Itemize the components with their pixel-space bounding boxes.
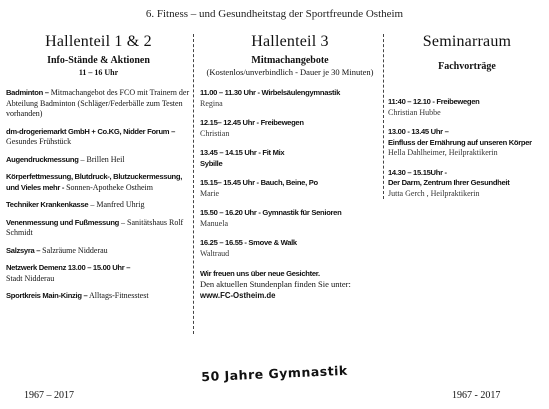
entry-speaker: Jutta Gerch , Heilpraktikerin	[388, 188, 480, 198]
column-divider	[383, 34, 384, 199]
list-item	[6, 127, 191, 148]
entry-title: 13.45 – 14.15 Uhr - Fit Mix	[200, 148, 285, 157]
entry-instructor: Regina	[200, 98, 223, 108]
column-subhead: Info-Stände & Aktionen	[47, 55, 150, 66]
entry-text: Gesundes Frühstück	[6, 137, 72, 146]
closing-line-1: Wir freuen uns über neue Gesichter.	[200, 269, 320, 278]
entry-speaker: Hella Dahlheimer, Heilpraktikerin	[388, 148, 498, 157]
entry-list	[388, 97, 546, 199]
list-item	[200, 118, 380, 139]
list-item	[200, 178, 380, 199]
closing-note	[200, 268, 380, 301]
entry-text: – Manfred Uhrig	[88, 200, 145, 209]
page-title: 6. Fitness – und Gesundheitstag der Sportfreunde Ostheim	[145, 8, 404, 20]
entry-title: Salzsyra –	[6, 245, 41, 255]
entry-text: – Sanitätshaus Rolf Schmidt	[6, 217, 184, 237]
list-item	[6, 172, 191, 193]
entry-text: – Brillen Heil	[78, 154, 125, 164]
entry-title: 11:40 – 12.10 - Freibewegen	[388, 97, 480, 106]
entry-title: Badminton –	[6, 88, 49, 97]
list-item	[6, 88, 191, 120]
closing-line-2: Den aktuellen Stundenplan finden Sie unter:	[200, 279, 351, 289]
entry-title: 15.50 – 16.20 Uhr - Gymnastik für Senioren	[200, 208, 342, 217]
entry-title: 12.15– 12.45 Uhr - Freibewegen	[200, 118, 304, 127]
entry-title: 15.15– 15.45 Uhr - Bauch, Beine, Po	[200, 178, 318, 187]
entry-text: Mitmachangebot des FCO mit Trainern der Abteilung Badminton (Schläger/Federbälle zum Testen vorhanden)	[6, 88, 190, 118]
list-item	[6, 218, 191, 239]
website-link[interactable]: www.FC-Ostheim.de	[200, 291, 276, 300]
list-item	[6, 200, 191, 211]
list-item	[200, 148, 380, 169]
column-note: (Kostenlos/unverbindlich - Dauer je 30 Minuten)	[206, 67, 374, 77]
column-seminarraum	[388, 32, 546, 208]
entry-title: Techniker Krankenkasse	[6, 200, 89, 209]
column-subhead: Fachvorträge	[438, 61, 496, 72]
entry-text: Salzräume Nidderau	[40, 245, 108, 255]
entry-time: 13.00 - 13.45 Uhr –	[388, 127, 449, 136]
years-left: 1967 – 2017	[24, 390, 74, 401]
column-heading: Hallenteil 3	[251, 33, 329, 50]
entry-title: Netzwerk Demenz 13.00 – 15.00 Uhr –	[6, 263, 131, 272]
entry-speaker: Christian Hubbe	[388, 107, 441, 117]
entry-instructor: Waltraud	[200, 248, 230, 258]
entry-list	[200, 88, 380, 259]
years-right: 1967 - 2017	[452, 390, 501, 401]
list-item	[6, 263, 191, 284]
list-item	[6, 155, 191, 166]
entry-title: Venenmessung und Fußmessung	[6, 217, 119, 227]
entry-text: Alltags-Fitnesstest	[87, 291, 149, 300]
list-item	[6, 246, 191, 257]
entry-time: 14.30 – 15.15Uhr -	[388, 167, 447, 177]
entry-title: 16.25 – 16.55 - Smove & Walk	[200, 238, 297, 247]
entry-title: Der Darm, Zentrum Ihrer Gesundheit	[388, 178, 510, 187]
list-item	[388, 168, 546, 200]
column-heading: Hallenteil 1 & 2	[45, 33, 152, 50]
entry-text: Stadt Nidderau	[6, 273, 55, 283]
list-item	[200, 238, 380, 259]
list-item	[388, 127, 546, 159]
anniversary-banner: 50 Jahre Gymnastik	[200, 362, 349, 385]
entry-title: Einfluss der Ernährung auf unseren Körper	[388, 137, 532, 147]
entry-title: Sportkreis Main-Kinzig –	[6, 291, 88, 300]
column-heading: Seminarraum	[422, 33, 512, 50]
entry-text: Sonnen-Apotheke Ostheim	[64, 182, 153, 192]
entry-title: Augendruckmessung	[6, 154, 79, 164]
entry-instructor: Sybille	[200, 158, 223, 168]
entry-instructor: Christian	[200, 128, 230, 138]
entry-list	[6, 88, 191, 302]
entry-title: dm-drogeriemarkt GmbH + Co.KG, Nidder Forum –	[6, 126, 175, 136]
list-item	[388, 97, 546, 118]
list-item	[200, 208, 380, 229]
column-time: 11 – 16 Uhr	[78, 68, 119, 77]
column-hallenteil-1-2	[6, 32, 191, 309]
column-subhead: Mitmachangebote	[251, 55, 329, 66]
entry-instructor: Manuela	[200, 218, 228, 228]
entry-instructor: Marie	[200, 188, 220, 198]
list-item	[200, 88, 380, 109]
entry-title: 11.00 – 11.30 Uhr - Wirbelsäulengymnastik	[200, 88, 341, 97]
column-divider	[193, 34, 194, 334]
entry-title: Körperfettmessung, Blutdruck-, Blutzuckermessung, und Vieles mehr -	[6, 172, 183, 192]
list-item	[6, 291, 191, 302]
column-hallenteil-3	[200, 32, 380, 301]
